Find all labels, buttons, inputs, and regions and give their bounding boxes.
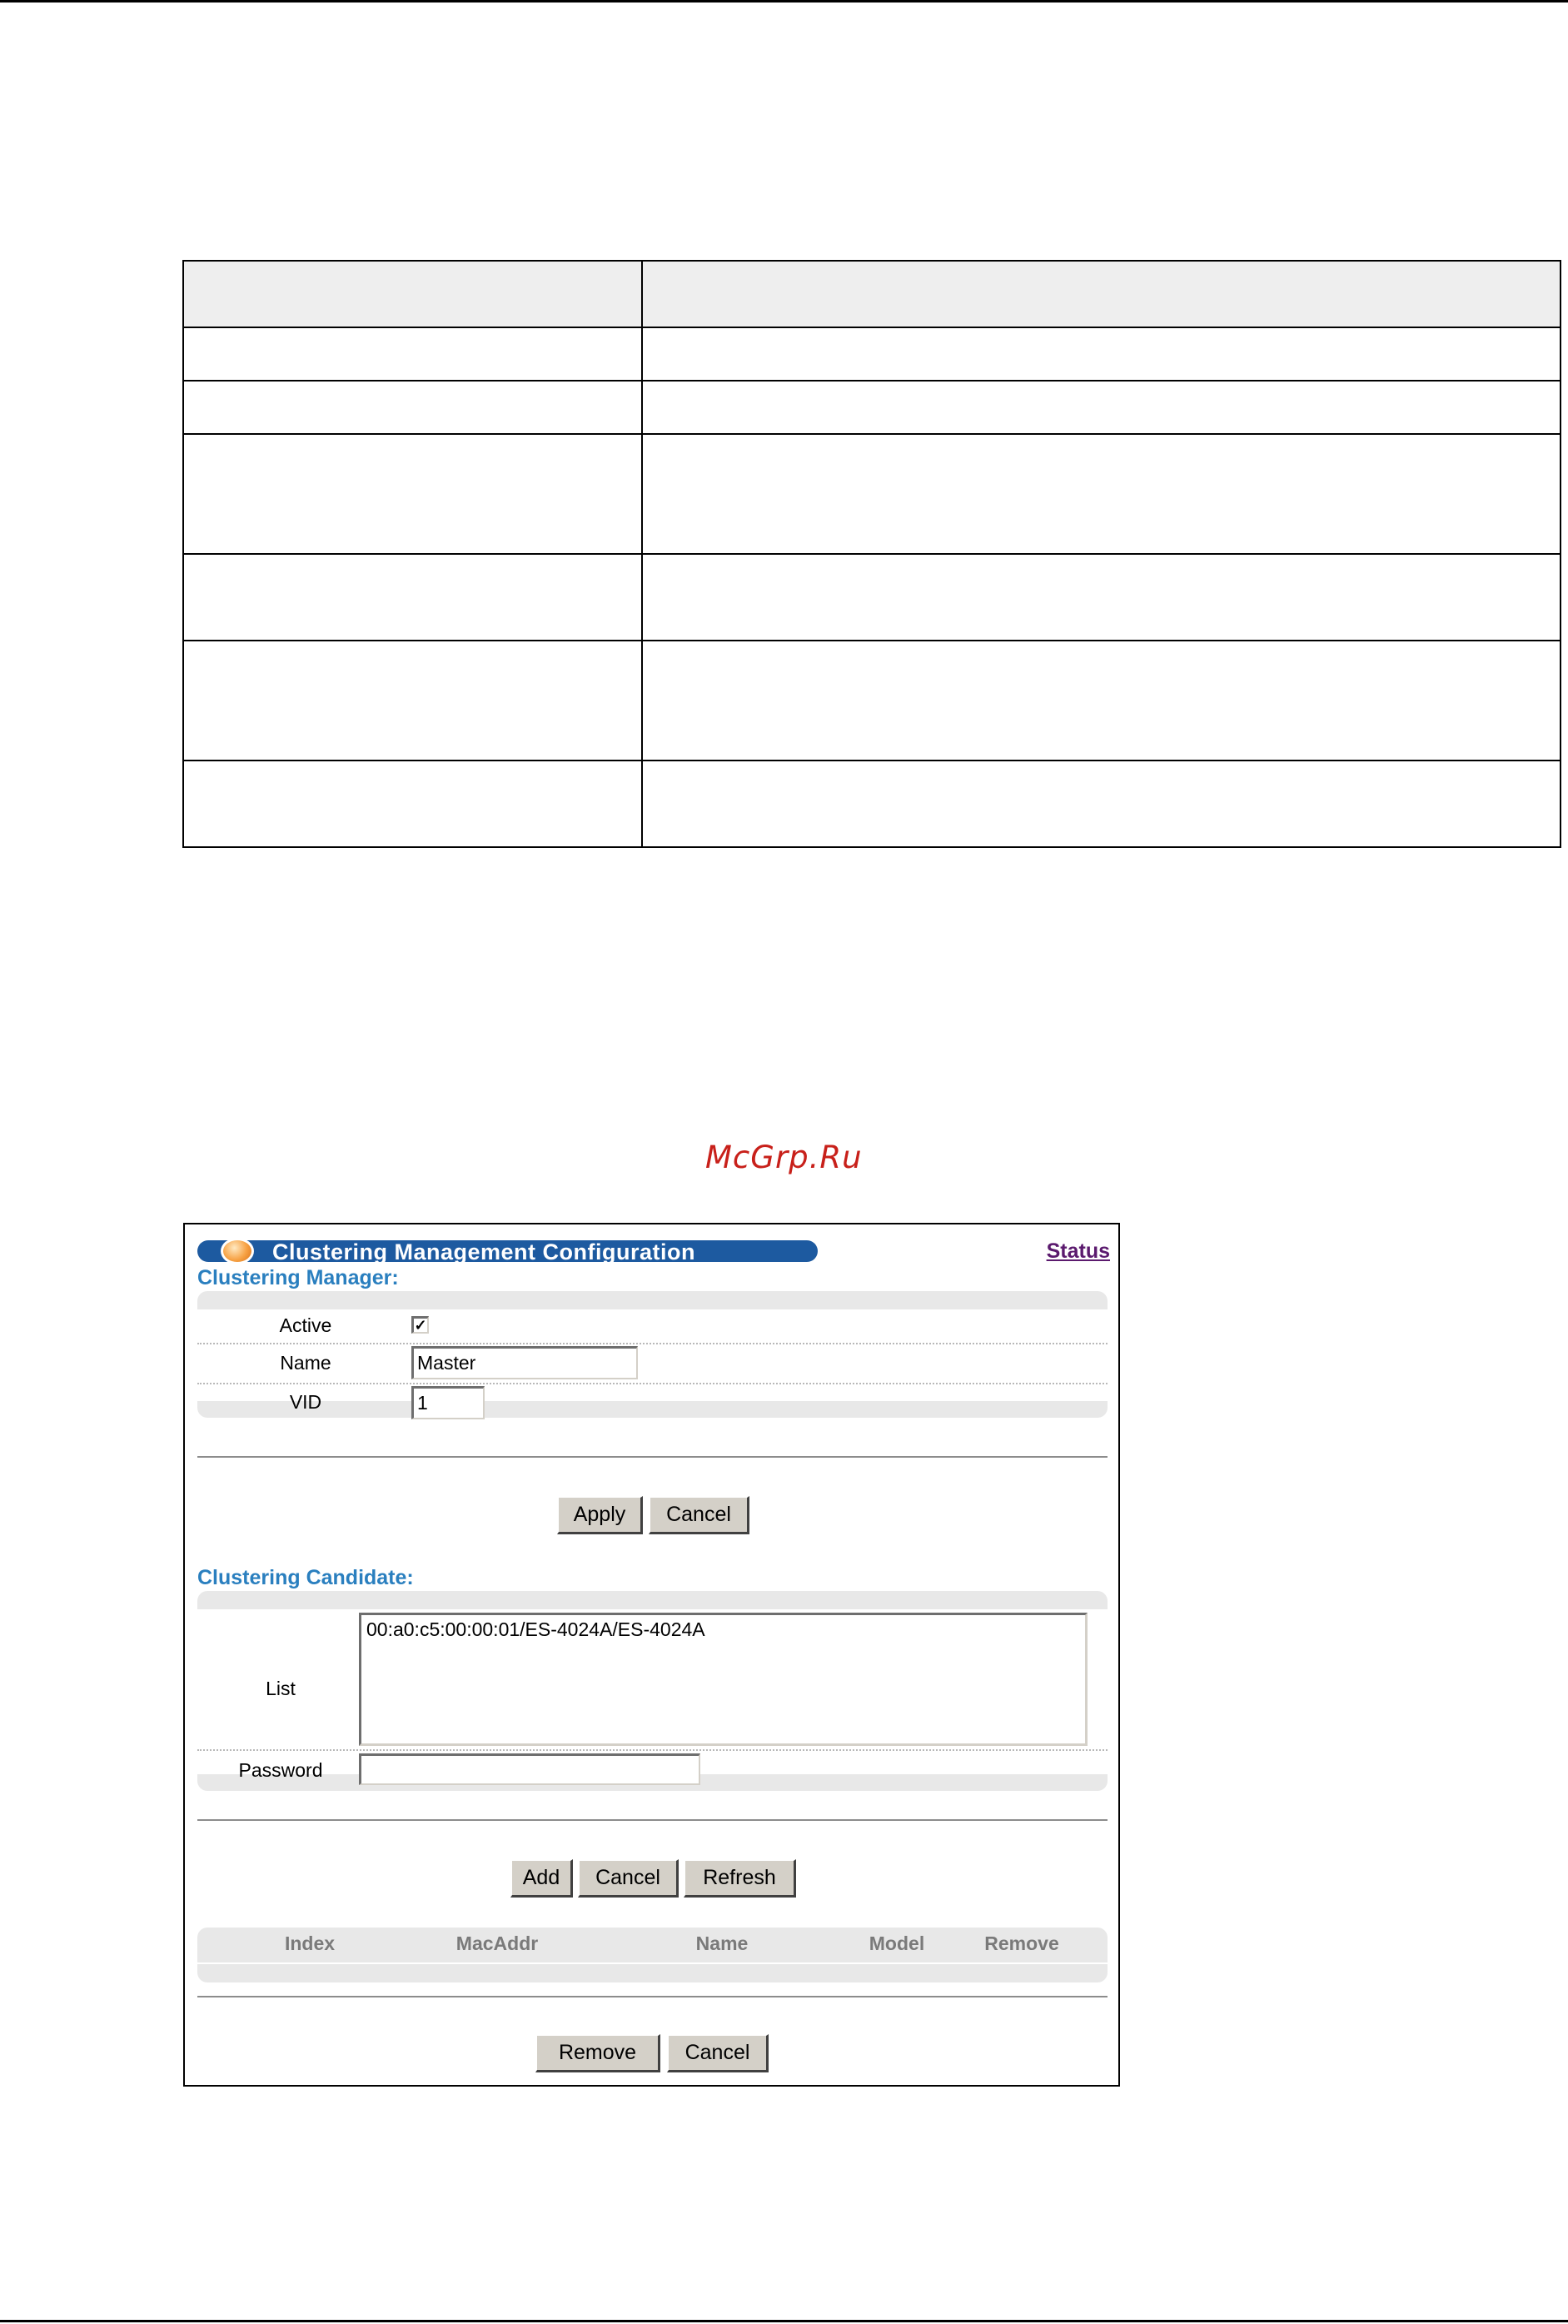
candidate-heading: Clustering Candidate: <box>197 1566 414 1589</box>
title-bar <box>197 1240 818 1262</box>
clustering-management-screenshot <box>183 1223 1120 2087</box>
name-label: Name <box>280 1352 331 1374</box>
status-link[interactable]: Status <box>1046 1239 1110 1263</box>
watermark-text: McGrp.Ru <box>705 1140 863 1175</box>
reference-table-row <box>183 434 1561 554</box>
column-header-name: Name <box>695 1933 749 1954</box>
separator <box>197 1996 1108 1997</box>
reference-table-cell <box>183 381 642 434</box>
page-title: Clustering Management Configuration <box>272 1239 696 1264</box>
orb-icon <box>221 1238 254 1264</box>
reference-table-cell <box>183 641 642 761</box>
reference-table-cell <box>183 327 642 381</box>
candidate-panel <box>197 1591 1108 1791</box>
list-label: List <box>266 1678 296 1699</box>
reference-table <box>182 260 1561 848</box>
candidate-listbox[interactable] <box>359 1613 1088 1746</box>
reference-table-row <box>183 381 1561 434</box>
refresh-button[interactable]: Refresh <box>684 1859 796 1898</box>
column-header-index: Index <box>284 1933 336 1954</box>
reference-table-cell <box>183 434 642 554</box>
reference-table-cell <box>642 381 1561 434</box>
name-input[interactable] <box>411 1346 638 1379</box>
manager-cancel-button[interactable]: Cancel <box>649 1496 749 1534</box>
remove-button[interactable]: Remove <box>535 2034 660 2072</box>
reference-table-cell <box>642 641 1561 761</box>
reference-table-row <box>183 761 1561 847</box>
reference-table-cell <box>642 327 1561 381</box>
candidate-cancel-button[interactable]: Cancel <box>578 1859 679 1898</box>
add-button[interactable]: Add <box>510 1859 573 1898</box>
reference-table-cell <box>642 761 1561 847</box>
list-item[interactable]: 00:a0:c5:00:00:01/ES-4024A/ES-4024A <box>366 1618 705 1640</box>
manager-heading: Clustering Manager: <box>197 1266 399 1289</box>
separator <box>197 1456 1108 1458</box>
candidate-panel-body <box>197 1609 1108 1781</box>
reference-table-cell <box>183 761 642 847</box>
reference-table-row <box>183 327 1561 381</box>
reference-table-cell <box>183 261 642 327</box>
vid-label: VID <box>289 1391 322 1413</box>
column-header-model: Model <box>869 1933 925 1954</box>
row-divider <box>197 1749 1108 1751</box>
reference-table-cell <box>642 554 1561 641</box>
column-header-macaddr: MacAddr <box>455 1933 539 1954</box>
page-top-rule <box>0 0 1568 2</box>
apply-button[interactable]: Apply <box>557 1496 643 1534</box>
manager-panel <box>197 1291 1108 1418</box>
reference-table-row <box>183 554 1561 641</box>
page-bottom-rule <box>0 2320 1568 2322</box>
members-table-header <box>197 1928 1108 1982</box>
column-header-remove: Remove <box>984 1933 1059 1954</box>
active-label: Active <box>279 1314 332 1336</box>
reference-table-header-row <box>183 261 1561 327</box>
manager-panel-body <box>197 1309 1108 1413</box>
separator <box>197 1819 1108 1821</box>
password-label: Password <box>238 1759 323 1781</box>
members-cancel-button[interactable]: Cancel <box>667 2034 769 2072</box>
password-input[interactable] <box>359 1753 700 1785</box>
reference-table-cell <box>642 434 1561 554</box>
row-divider <box>197 1343 1108 1344</box>
vid-input[interactable] <box>411 1386 485 1419</box>
active-checkbox[interactable]: ✓ <box>411 1316 429 1334</box>
table-header-divider <box>197 1962 1108 1964</box>
row-divider <box>197 1383 1108 1384</box>
reference-table-cell <box>642 261 1561 327</box>
reference-table-cell <box>183 554 642 641</box>
reference-table-row <box>183 641 1561 761</box>
